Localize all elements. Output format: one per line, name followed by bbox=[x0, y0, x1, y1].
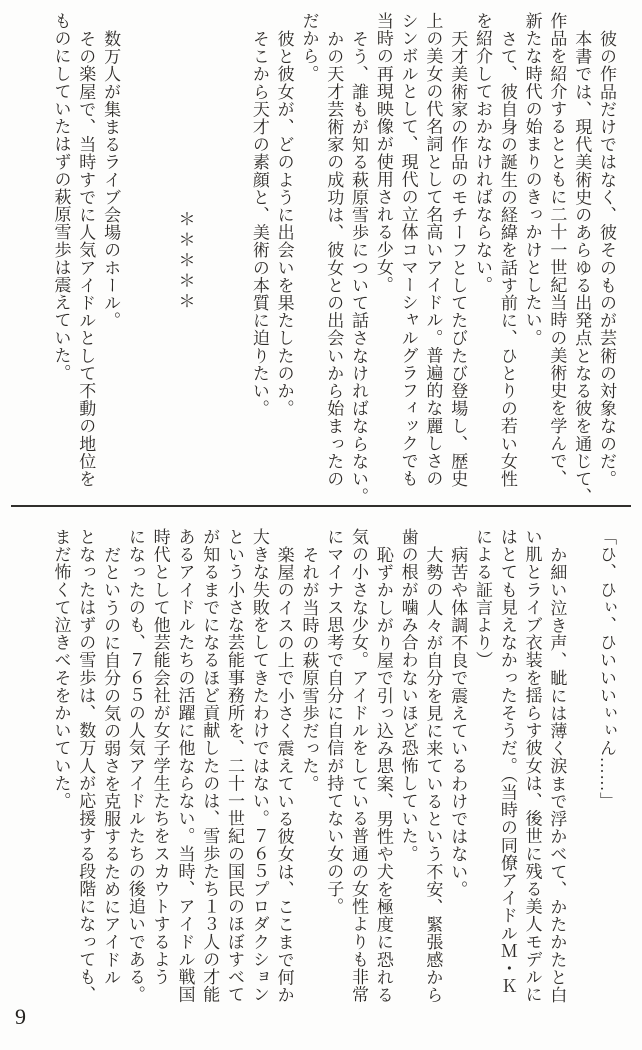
blank-line bbox=[147, 12, 172, 508]
text-line: 彼と彼女が、どのように出会いを果たしたのか。 bbox=[274, 29, 294, 417]
text-line: が知るまでになるほど貢献したのは、雪歩たち１３人の才能 bbox=[200, 528, 220, 1004]
text-line: ものにしていたはずの萩原雪歩は震えていた。 bbox=[51, 12, 71, 382]
text-line: 時代として他芸能会社が女子学生たちをスカウトするよう bbox=[150, 528, 170, 986]
text-line: になったのも、７６５の人気アイドルたちの後追いである。 bbox=[125, 528, 145, 1004]
text-line: まだ怖くて泣きべそをかいていた。 bbox=[51, 528, 71, 810]
bottom-text-section bbox=[46, 528, 618, 1012]
text-line: 大勢の人々が自分を見に来ているという不安、緊張感から bbox=[423, 545, 443, 1004]
section-divider-rule bbox=[11, 505, 631, 507]
text-line: か細い泣き声、眦には薄く涙まで浮かべて、かたかたと白 bbox=[547, 545, 567, 1004]
text-line: 数万人が集まるライブ会場のホール。 bbox=[101, 29, 121, 329]
page-number: 9 bbox=[15, 1004, 26, 1029]
text-line: という小さな芸能事務所を、二十一世紀の国民のほぼすべて bbox=[225, 528, 245, 1004]
text-line: を紹介しておかなければならない。 bbox=[473, 12, 493, 294]
text-line: あるアイドルたちの活躍に他ならない。当時、アイドル戦国 bbox=[175, 528, 195, 1004]
text-line: 本書では、現代美術史のあらゆる出発点となる彼を通じて、 bbox=[572, 29, 592, 505]
text-line: 病苦や体調不良で震えているわけではない。 bbox=[448, 545, 468, 898]
text-line: 作品を紹介するとともに二十一世紀当時の美術史を学んで、 bbox=[547, 12, 567, 488]
blank-line bbox=[221, 12, 246, 508]
scene-separator: ＊＊＊＊＊ bbox=[175, 210, 195, 313]
text-line: だというのに自分の気の弱さを克服するためにアイドル bbox=[101, 545, 121, 986]
text-line: 「ひ、ひぃ、ひいいいぃぃん……」 bbox=[597, 528, 616, 810]
text-line: そう、誰もが知る萩原雪歩について話さなければならない。 bbox=[349, 29, 369, 505]
text-line: となったはずの雪歩は、数万人が応援する段階になっても、 bbox=[76, 528, 96, 1004]
text-line: にマイナス思考で自分に自信が持てない女の子。 bbox=[324, 528, 344, 916]
text-line: 彼の作品だけではなく、彼そのものが芸術の対象なのだ。 bbox=[597, 29, 616, 488]
text-line: それが当時の萩原雪歩だった。 bbox=[299, 545, 319, 792]
text-line: そこから天才の素顔と、美術の本質に迫りたい。 bbox=[249, 29, 269, 417]
text-line: はとても見えなかったそうだ。（当時の同僚アイドルＭ・Ｋ bbox=[497, 528, 517, 995]
text-line: による証言より） bbox=[473, 528, 493, 669]
blank-line bbox=[122, 12, 147, 508]
text-line: 気の小さな少女。アイドルをしている普通の女性よりも非常 bbox=[349, 528, 369, 1004]
text-line: 新たな時代の始まりのきっかけとしたい。 bbox=[522, 12, 542, 347]
text-line: 歯の根が噛み合わないほど恐怖していた。 bbox=[398, 528, 418, 863]
blank-line bbox=[196, 12, 221, 508]
text-line: 恥ずかしがり屋で引っ込み思案、男性や犬を極度に恐れる bbox=[373, 545, 393, 1004]
text-line: その楽屋で、当時すでに人気アイドルとして不動の地位を bbox=[76, 29, 96, 488]
text-line: い肌とライブ衣装を揺らす彼女は、後世に残る美人モデルに bbox=[522, 528, 542, 1004]
top-text-section bbox=[46, 12, 618, 508]
text-line: 大きな失敗をしてきたわけではない。７６５プロダクション bbox=[249, 528, 269, 1004]
text-line: 楽屋のイスの上で小さく震えている彼女は、ここまで何か bbox=[274, 545, 294, 1004]
text-line: かの天才芸術家の成功は、彼女との出会いから始まったの bbox=[324, 29, 344, 488]
text-line: だから。 bbox=[299, 12, 319, 83]
text-line: シンボルとして、現代の立体コマーシャルグラフィックでも bbox=[398, 12, 418, 488]
text-line: さて、彼自身の誕生の経緯を話す前に、ひとりの若い女性 bbox=[497, 29, 517, 488]
text-line: 天才美術家の作品のモチーフとしてたびたび登場し、歴史 bbox=[448, 29, 468, 488]
blank-line bbox=[568, 528, 593, 1012]
text-line: 当時の再現映像が使用される少女。 bbox=[373, 12, 393, 294]
text-line: 上の美女の代名詞として名高いアイドル。普遍的な麗しさの bbox=[423, 12, 443, 488]
